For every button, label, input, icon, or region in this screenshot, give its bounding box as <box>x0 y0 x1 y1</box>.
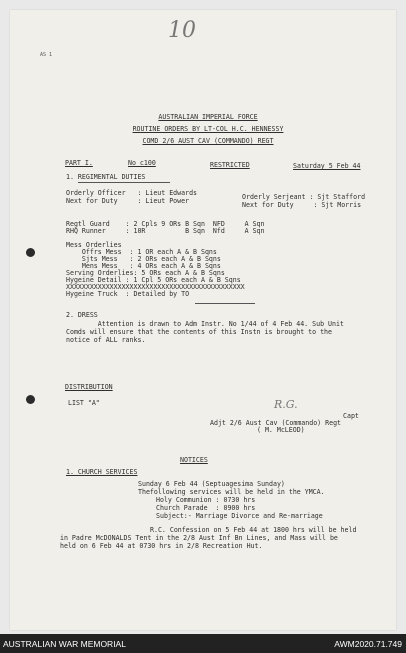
handwritten-folio: 10 <box>168 18 196 43</box>
struck-out-line: XXXXXXXXXXXXXXXXXXXXXXXXXXXXXXXXXXXXXXXXXXXXX <box>66 283 245 291</box>
church-line-1: Sunday 6 Feb 44 (Septuagesima Sunday) <box>138 480 285 488</box>
church-line-4: Church Parade : 0900 hrs <box>156 504 256 512</box>
notices-heading: NOTICES <box>180 456 208 464</box>
divider-1 <box>195 303 255 304</box>
offrs-mess: Offrs Mess : 1 OR each A & B Sqns <box>66 248 217 256</box>
dress-text-1: Attention is drawn to Adm Instr. No 1/44 of 4 Feb 44. Sub Unit <box>66 320 344 328</box>
section-underline <box>78 182 170 183</box>
signatory-appointment: Adjt 2/6 Aust Cav (Commando) Regt <box>210 419 342 427</box>
church-line-2: Thefollowing services will be held in the YMCA. <box>138 488 325 496</box>
rc-line-2: in Padre McDONALDS Tent in the 2/8 Aust Inf Bn Lines, and Mass will be <box>60 534 338 542</box>
duty-serjeant-row: Orderly Serjeant : Sjt Stafford <box>242 193 366 201</box>
mens-mess: Mens Mess : 4 ORs each A & B Sqns <box>66 262 221 270</box>
accession-number: AWM2020.71.749 <box>334 639 402 649</box>
section-heading: 1. REGIMENTAL DUTIES <box>66 173 146 181</box>
duty-officer-next: Next for Duty : Lieut Power <box>66 197 190 205</box>
hygiene-detail: Hygeine Detail : 1 Cpl 5 ORs each A & B Sqns <box>66 276 241 284</box>
hygiene-truck: Hygeine Truck : Detailed by TO <box>66 290 190 298</box>
rhq-runner: RHQ Runner : 10R B Sqn Nfd A Sqn <box>66 227 265 235</box>
distribution-list: LIST "A" <box>68 399 100 407</box>
distribution-heading: DISTRIBUTION <box>65 383 113 391</box>
church-line-5: Subject:- Marriage Divorce and Re-marriage <box>156 512 323 520</box>
part-label: PART I. <box>65 159 93 167</box>
document-page <box>10 10 396 630</box>
classification: RESTRICTED <box>210 161 250 169</box>
duty-serjeant-next: Next for Duty : Sjt Morris <box>242 201 362 209</box>
rc-line-1: R.C. Confession on 5 Feb 44 at 1800 hrs will be held <box>150 526 357 534</box>
serving-orderlies: Serving Orderlies: 5 ORs each A & B Sqns <box>66 269 225 277</box>
mess-orderlies: Mess Orderlies <box>66 241 122 249</box>
binder-hole-top <box>26 248 35 257</box>
archive-footer <box>0 634 406 653</box>
collection-name: AUSTRALIAN WAR MEMORIAL <box>3 639 126 649</box>
signatory-rank: Capt <box>343 412 359 420</box>
binder-hole-bottom <box>26 395 35 404</box>
signature: R.G. <box>274 398 298 411</box>
heading-line-1: AUSTRALIAN IMPERIAL FORCE <box>158 113 258 121</box>
heading-line-3: COMD 2/6 AUST CAV (COMMANDO) REGT <box>142 137 274 145</box>
dress-text-2: Comds will ensure that the contents of this Instn is brought to the <box>66 328 332 336</box>
order-number: No c100 <box>128 159 156 167</box>
dress-heading: 2. DRESS <box>66 311 98 319</box>
page-tag: AS 1 <box>40 52 53 58</box>
sjts-mess: Sjts Mess : 2 ORs each A & B Sqns <box>66 255 221 263</box>
regimental-guard: Regtl Guard : 2 Cpls 9 ORs B Sqn NFD A Sqn <box>66 220 265 228</box>
church-heading: 1. CHURCH SERVICES <box>66 468 138 476</box>
duty-officer-row: Orderly Officer : Lieut Edwards <box>66 189 198 197</box>
order-date: Saturday 5 Feb 44 <box>293 162 361 170</box>
dress-text-3: notice of ALL ranks. <box>66 336 146 344</box>
heading-line-2: ROUTINE ORDERS BY LT-COL H.C. HENNESSY <box>132 125 284 133</box>
church-line-3: Holy Communion : 0730 hrs <box>156 496 256 504</box>
signatory-name: ( M. McLEOD) <box>257 426 305 434</box>
rc-line-3: held on 6 Feb 44 at 0730 hrs in 2/8 Recreation Hut. <box>60 542 263 550</box>
